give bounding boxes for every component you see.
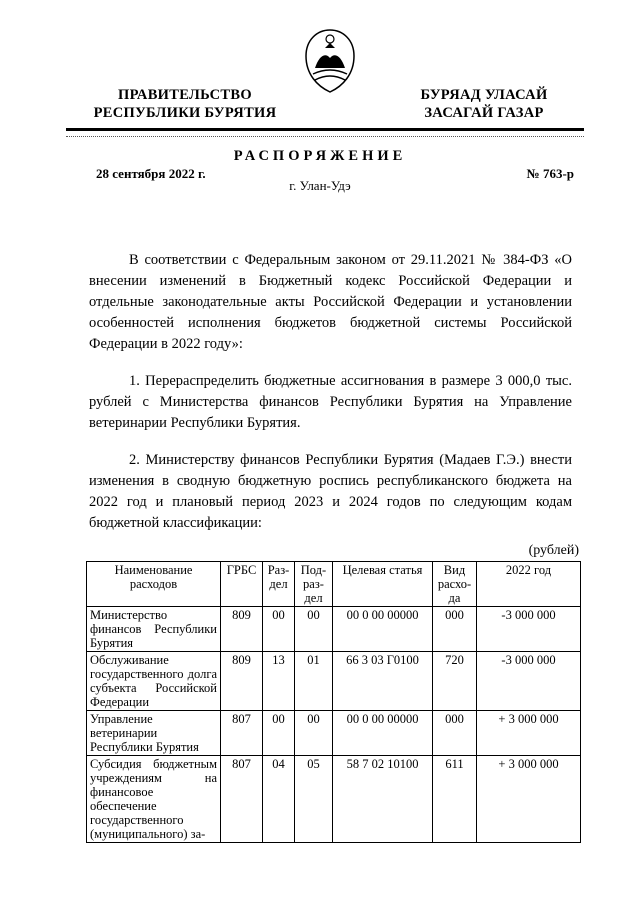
header-left-line2: РЕСПУБЛИКИ БУРЯТИЯ — [93, 105, 277, 121]
document-date: 28 сентября 2022 г. — [96, 166, 206, 181]
header-podrazdel: Под-раз-дел — [295, 562, 333, 607]
paragraph-preamble: В соответствии с Федеральным законом от 29.11.2021 № 384-ФЗ «О внесении изменений в Бюджетный кодекс Российской Федерации и отдельные законодательные акты Российской Федерации и установлении особенностей исполнения бюджетов бюджетной системы Российской Федерации в 2022 году»: — [89, 252, 572, 352]
header-name: Наименование расходов — [87, 562, 221, 607]
table-header-row — [87, 562, 581, 607]
paragraph-item-1: 1. Перераспределить бюджетные ассигнования в размере 3 000,0 тыс. рублей с Министерства финансов Республики Бурятия на Управление ветеринарии Республики Бурятия. — [89, 373, 572, 431]
table-row: Министерство финансов Республики Бурятия 809 00 00 00 0 00 00000 000 -3 000 000 — [87, 607, 581, 652]
header-grbs: ГРБС — [221, 562, 263, 607]
header-right-line2: ЗАСАГАЙ ГАЗАР — [424, 105, 544, 121]
header-year: 2022 год — [477, 562, 581, 607]
government-name-russian — [80, 86, 290, 122]
header-razdel: Раз-дел — [263, 562, 295, 607]
header-right-line1: БУРЯАД УЛАСАЙ — [420, 87, 548, 103]
table-unit-label: (рублей) — [528, 543, 579, 558]
document-title: РАСПОРЯЖЕНИЕ — [233, 148, 407, 164]
header-left-line1: ПРАВИТЕЛЬСТВО — [118, 87, 252, 103]
document-number: № 763-р — [526, 166, 574, 181]
header-rule — [66, 128, 584, 131]
table-row: Субсидия бюджетным учреждениям на финансовое обеспечение государственного (муниципального) за- 807 04 05 58 7 02 10100 611 + 3 000 000 — [87, 756, 581, 843]
table-row: Обслуживание государственного долга субъекта Российской Федерации 809 13 01 66 3 03 Г0100 720 -3 000 000 — [87, 652, 581, 711]
header-target-article: Целевая статья — [333, 562, 433, 607]
table-row: Управление ветеринарии Республики Бурятия 807 00 00 00 0 00 00000 000 + 3 000 000 — [87, 711, 581, 756]
government-name-buryat — [404, 86, 564, 122]
header-expense-type: Вид расхо-да — [433, 562, 477, 607]
coat-of-arms-emblem — [303, 28, 357, 94]
document-city: г. Улан-Удэ — [289, 178, 351, 193]
paragraph-item-2: 2. Министерству финансов Республики Бурятия (Мадаев Г.Э.) внести изменения в сводную бюджетную роспись республиканского бюджета на 2022 год и плановый период 2023 и 2024 годов по следующим кодам бюджетной классификации: — [89, 452, 572, 531]
header-dotted-rule — [66, 136, 584, 137]
budget-table — [86, 561, 581, 843]
